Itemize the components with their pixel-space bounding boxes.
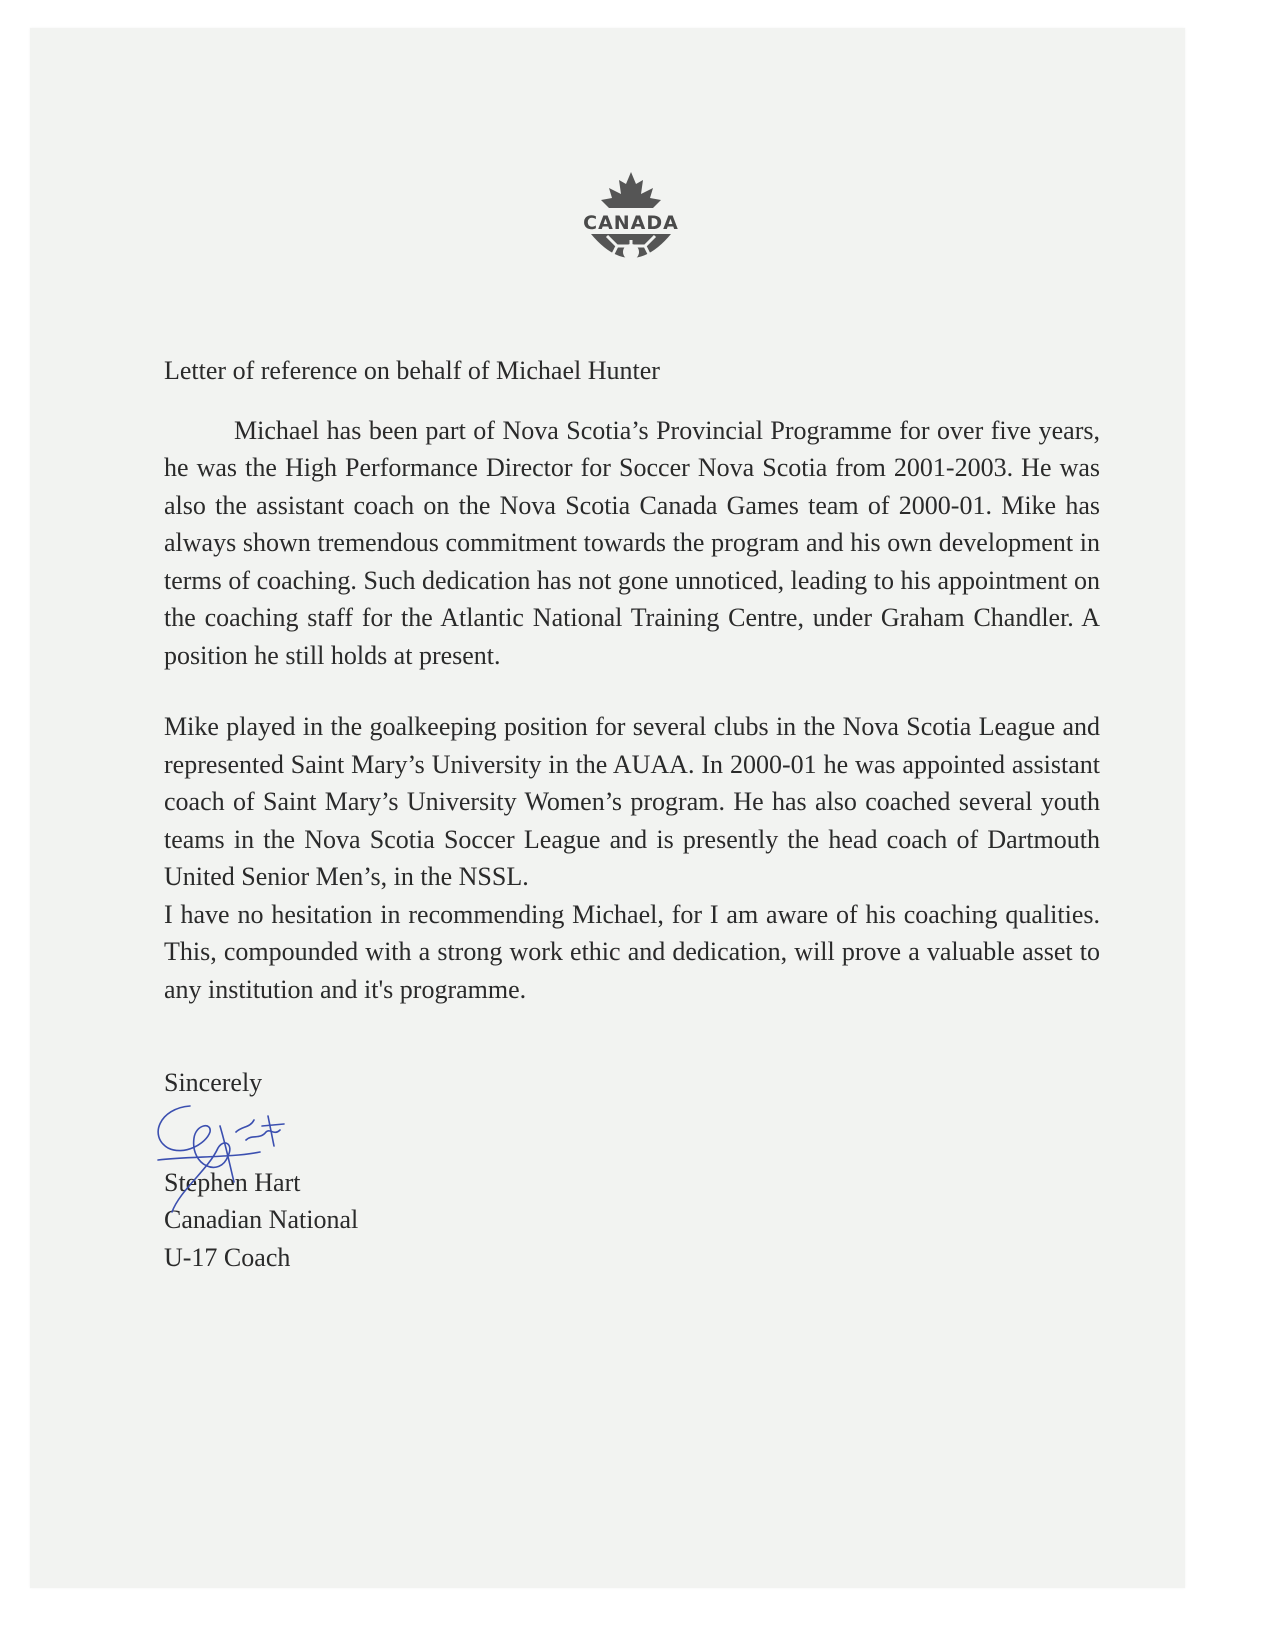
signature-block bbox=[164, 1164, 1100, 1277]
paragraph-3: I have no hesitation in recommending Michael, for I am aware of his coaching qualities. This, compounded with a strong work ethic and dedication, will prove a valuable asset to any institution and it's programme. bbox=[164, 899, 1100, 1004]
letter-body bbox=[164, 352, 1100, 1276]
signer-title-line-1: Canadian National bbox=[164, 1205, 359, 1234]
handwritten-signature bbox=[150, 1086, 300, 1236]
paragraph-1: Michael has been part of Nova Scotia’s Provincial Programme for over five years, he was the High Performance Director for Soccer Nova Scotia from 2001-2003. He was also the assistant coach on the Nova Scotia Canada Games team of 2000-01. Mike has always shown tremendous commitment towards the program and his own development in terms of coaching. Such dedication has not gone unnoticed, leading to his appointment on the coaching staff for the Atlantic National Training Centre, under Graham Chandler. A position he still holds at present. bbox=[164, 415, 1100, 670]
signer-title-line-2: U-17 Coach bbox=[164, 1242, 291, 1272]
paragraph-2: Mike played in the goalkeeping position for several clubs in the Nova Scotia League and represented Saint Mary’s University in the AUAA. In 2000-01 he was appointed assistant coach of Saint Mary’s University Women’s program. He has also coached several youth teams in the Nova Scotia Soccer League and is presently the head coach of Dartmouth United Senior Men’s, in the NSSL. bbox=[164, 712, 1100, 891]
letter-title: Letter of reference on behalf of Michael Hunter bbox=[164, 356, 660, 385]
logo-wordmark: CANADA bbox=[583, 212, 679, 234]
signer-name: Stephen Hart bbox=[164, 1167, 301, 1197]
closing-salutation: Sincerely bbox=[164, 1068, 263, 1097]
canada-soccer-logo-icon bbox=[583, 170, 679, 270]
